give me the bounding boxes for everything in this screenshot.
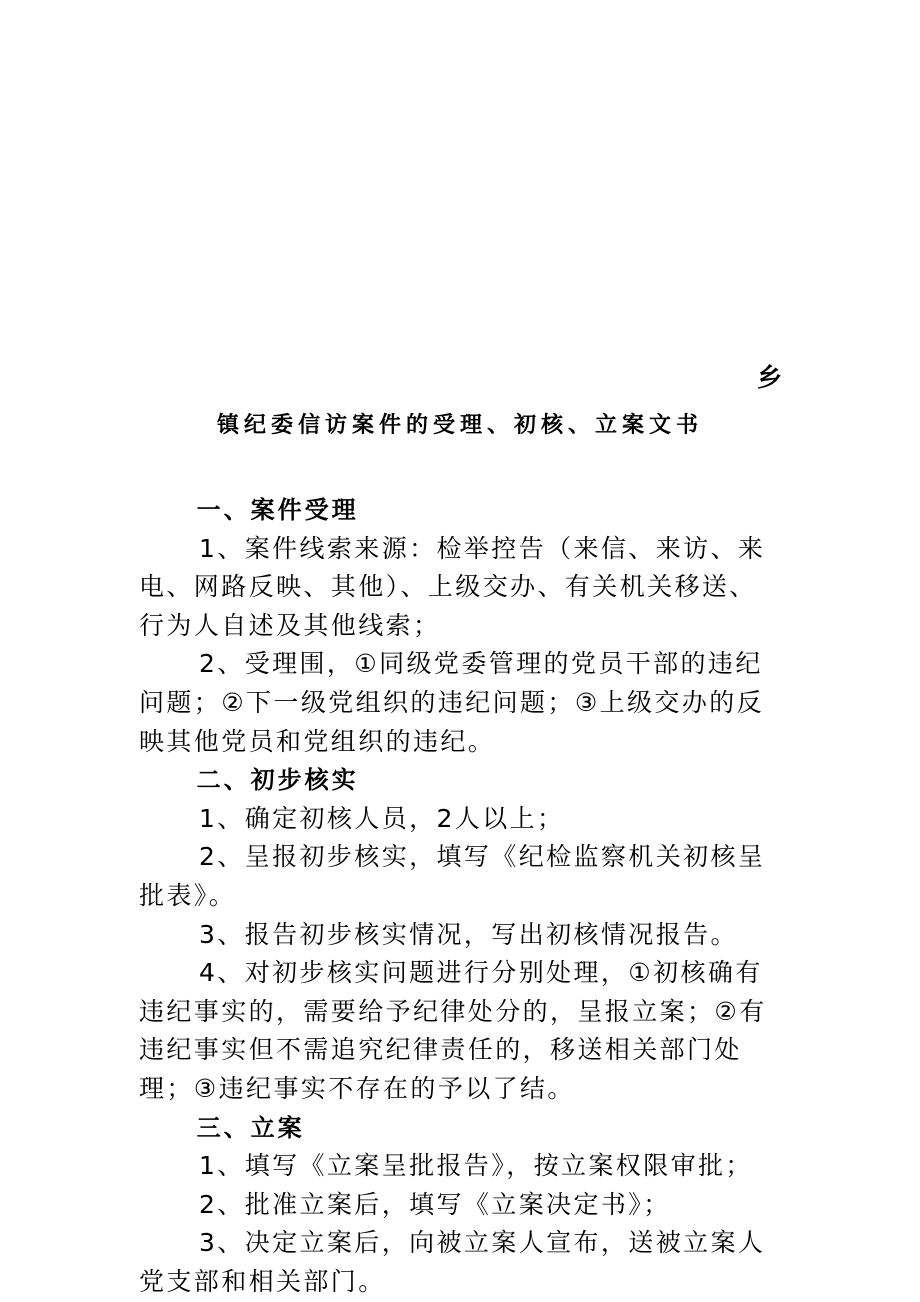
document-body [139, 491, 784, 1301]
section-heading: 一、案件受理 [196, 496, 359, 524]
title-prefix: 乡 [757, 363, 785, 392]
section-heading: 三、立案 [196, 1113, 305, 1142]
paragraph: 4、对初步核实问题进行分别处理，①初核确有违纪事实的，需要给予纪律处分的，呈报立案；②有违纪事实但不需追究纪律责任的，移送相关部门处理；③违纪事实不存在的予以了结。 [139, 958, 767, 1103]
paragraph: 3、决定立案后，向被立案人宣布，送被立案人党支部和相关部门。 [139, 1228, 766, 1296]
paragraph: 1、确定初核人员，2人以上； [199, 803, 565, 833]
paragraph: 2、受理围，①同级党委管理的党员干部的违纪问题；②下一级党组织的违纪问题；③上级交办的反映其他党员和党组织的违纪。 [139, 649, 765, 756]
section-heading: 二、初步核实 [196, 766, 359, 795]
paragraph: 2、呈报初步核实，填写《纪检监察机关初核呈批表》。 [139, 842, 766, 910]
paragraph: 2、批准立案后，填写《立案决定书》； [199, 1189, 671, 1219]
document-title: 镇纪委信访案件的受理、初核、立案文书 [216, 413, 703, 438]
paragraph: 1、填写《立案呈批报告》，按立案权限审批； [199, 1151, 753, 1181]
paragraph: 1、案件线索来源：检举控告（来信、来访、来电、网路反映、其他）、上级交办、有关机关移送、行为人自述及其他线索； [139, 533, 766, 640]
paragraph: 3、报告初步核实情况，写出初核情况报告。 [199, 919, 738, 949]
